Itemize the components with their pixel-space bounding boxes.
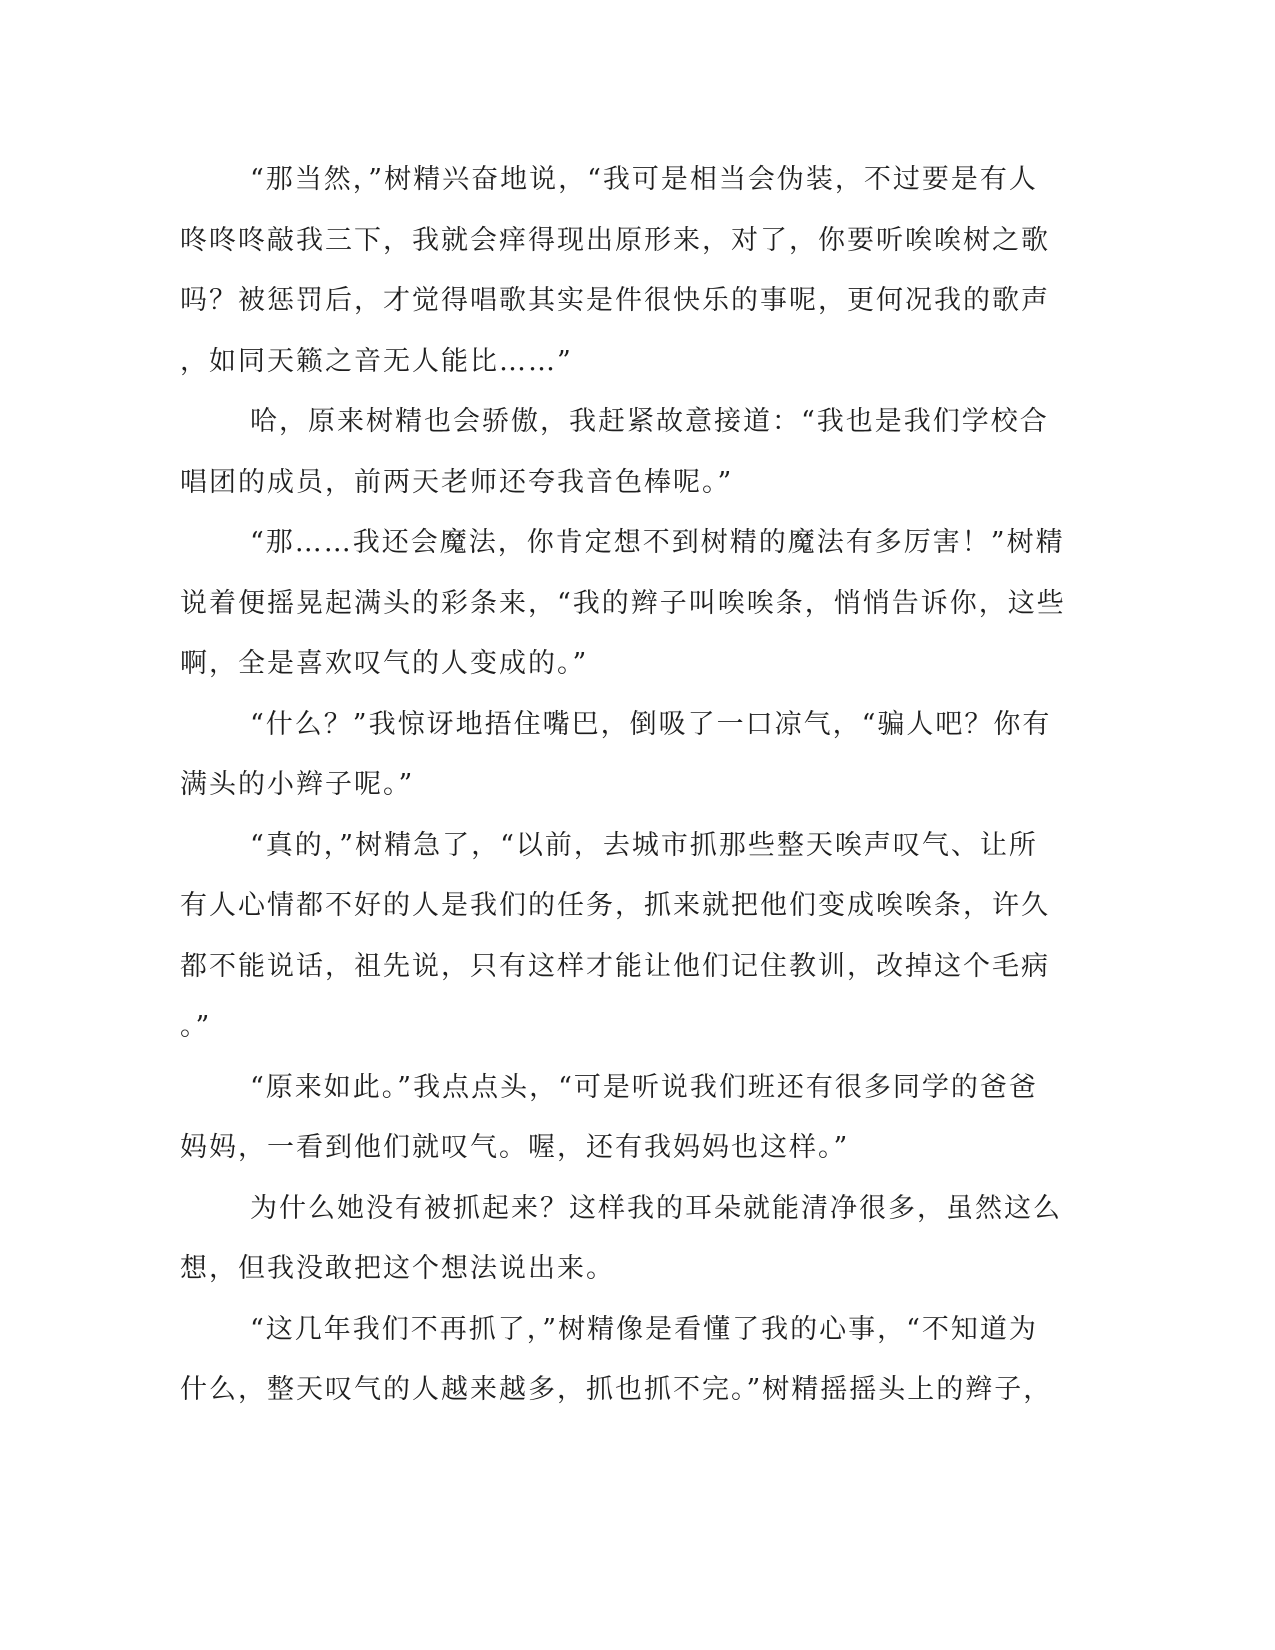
text-line: ，如同天籁之音无人能比……” (180, 345, 573, 377)
body-text (180, 150, 1066, 1421)
text-line: 想，但我没敢把这个想法说出来。 (180, 1253, 615, 1284)
text-line: 吗？被惩罚后，才觉得唱歌其实是件很快乐的事呢，更何况我的歌声 (180, 285, 1050, 316)
text-line: 为什么她没有被抓起来？这样我的耳朵就能清净很多，虽然这么 (250, 1192, 1062, 1224)
text-line: 妈妈，一看到他们就叹气。喔，还有我妈妈也这样。” (180, 1132, 850, 1163)
text-line: “什么？”我惊讶地捂住嘴巴，倒吸了一口凉气，“骗人吧？你有 (250, 708, 1052, 740)
text-line: 都不能说话，祖先说，只有这样才能让他们记住教训，改掉这个毛病 (180, 950, 1050, 982)
text-line: “那……我还会魔法，你肯定想不到树精的魔法有多厉害！”树精 (250, 527, 1065, 558)
text-line: “原来如此。”我点点头，“可是听说我们班还有很多同学的爸爸 (250, 1071, 1038, 1103)
text-line: 啊，全是喜欢叹气的人变成的。” (180, 648, 589, 679)
text-line: 哈，原来树精也会骄傲，我赶紧故意接道：“我也是我们学校合 (250, 406, 1049, 437)
text-line: 什么，整天叹气的人越来越多，抓也抓不完。”树精摇摇头上的辫子， (180, 1374, 1053, 1405)
text-line: 咚咚咚敲我三下，我就会痒得现出原形来，对了，你要听唉唉树之歌 (180, 224, 1050, 256)
text-line: 满头的小辫子呢。” (180, 769, 415, 800)
text-line: 唱团的成员，前两天老师还夸我音色棒呢。” (180, 466, 734, 498)
text-line: 有人心情都不好的人是我们的任务，抓来就把他们变成唉唉条，许久 (180, 890, 1050, 921)
text-line: 。” (180, 1011, 212, 1042)
text-line: “这几年我们不再抓了，”树精像是看懂了我的心事，“不知道为 (250, 1313, 1038, 1345)
text-line: “真的，”树精急了，“以前，去城市抓那些整天唉声叹气、让所 (250, 829, 1038, 861)
text-line: 说着便摇晃起满头的彩条来，“我的辫子叫唉唉条，悄悄告诉你，这些 (180, 587, 1066, 619)
text-line: “那当然，”树精兴奋地说，“我可是相当会伪装，不过要是有人 (250, 164, 1038, 195)
